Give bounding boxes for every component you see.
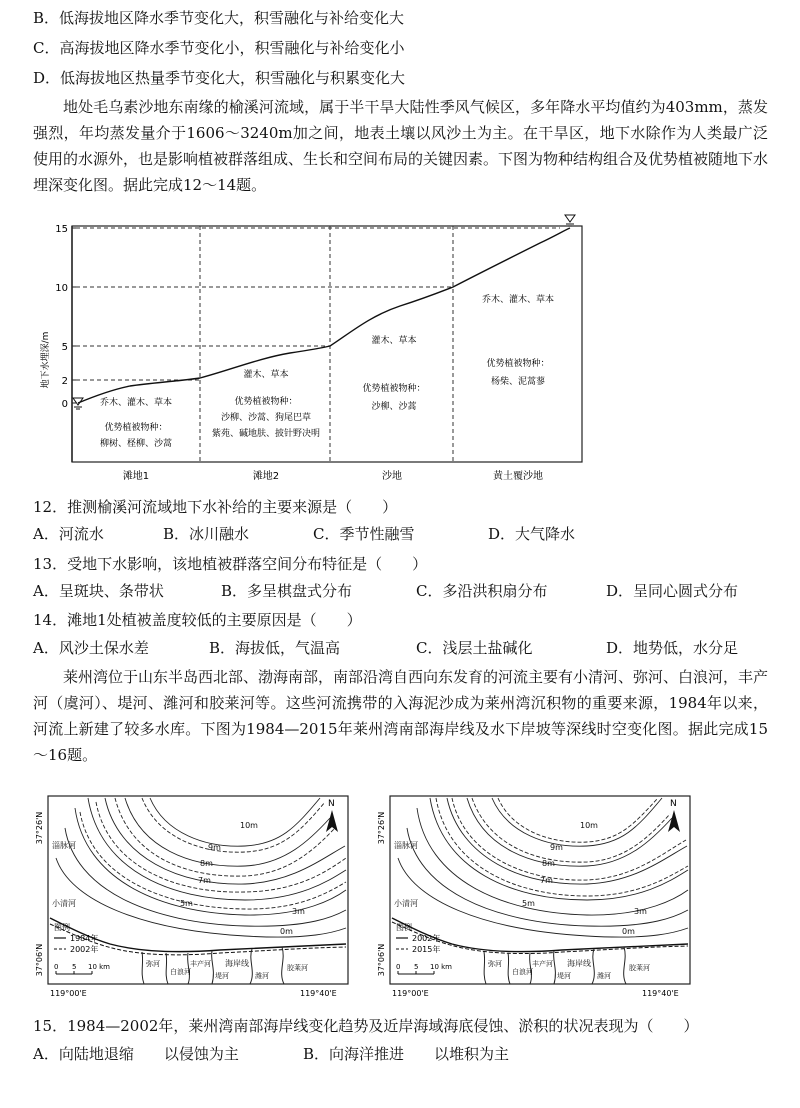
zone2-dom-species-2: 紫苑、碱地肤、披针野决明 [211, 429, 321, 439]
map1-depth-10m: 10m [240, 821, 258, 830]
map2-river-wei: 潍河 [597, 972, 611, 980]
laizhou-bay-map-1984-2002 [30, 788, 355, 1003]
y-tick-15: 15 [55, 224, 68, 235]
map2-river-mi: 弥河 [488, 960, 502, 968]
map2-legend-title: 图例 [396, 923, 412, 932]
map2-lat-top: 37°26'N [377, 811, 386, 845]
y-tick-10: 10 [55, 283, 68, 294]
y-tick-2: 2 [61, 376, 68, 387]
question-15-stem: 15．1984—2002年，莱州湾南部海岸线变化趋势及近岸海域海底侵蚀、淤积的状况表现为（ ） [33, 1017, 699, 1035]
zone1-dom-title: 优势植被物种： [104, 423, 168, 433]
y-tick-0: 0 [61, 399, 68, 410]
zone3-dom-species: 沙柳、沙蒿 [371, 402, 417, 412]
q12-option-c: C．季节性融雪 [313, 525, 415, 543]
map2-north-label: N [670, 799, 677, 809]
question-13-stem: 13．受地下水影响，该地植被群落空间分布特征是（ ） [33, 555, 428, 573]
zone1-label: 滩地1 [122, 471, 150, 482]
question-15-options [33, 1043, 773, 1065]
passage-laizhou-bay: 莱州湾位于山东半岛西北部、渤海南部，南部沿湾自西向东发育的河流主要有小清河、弥河、白浪河，丰产河（虞河）、堤河、潍河和胶莱河等。这些河流携带的入海泥沙成为莱州湾沉积物的重要来源，1984年以来，河流上新建了较多水库。下图为1984—2015年莱州湾南部海岸线及水下岸坡等深线时空变化图。据此完成15～16题。 [33, 668, 769, 764]
map2-depth-8m: 8m [542, 859, 555, 868]
zone3-label: 沙地 [382, 471, 402, 482]
map1-scale-10: 10 km [88, 963, 111, 971]
map1-river-wei: 潍河 [255, 972, 269, 980]
map2-legend-2002: 2002年 [412, 934, 441, 943]
q12-option-d: D．大气降水 [488, 525, 576, 543]
map2-depth-7m: 7m [540, 876, 553, 885]
map2-depth-9m: 9m [550, 843, 563, 852]
zone3-dom-title: 优势植被物种： [362, 384, 426, 394]
map1-depth-7m: 7m [198, 876, 211, 885]
map2-place-xiaoqing: 小清河 [394, 899, 418, 908]
map1-north-label: N [328, 799, 335, 809]
map2-river-jiaolai: 胶莱河 [629, 964, 650, 972]
map1-lat-bottom: 37°06'N [35, 943, 44, 977]
q13-option-b: B．多呈棋盘式分布 [221, 582, 353, 600]
map2-legend-2015: 2015年 [412, 945, 441, 954]
map1-lat-top: 37°26'N [35, 811, 44, 845]
q14-option-d: D．地势低，水分足 [606, 639, 739, 657]
option-11-b: B．低海拔地区降水季节变化大，积雪融化与补给变化大 [33, 9, 405, 27]
map2-coast-label: 海岸线 [567, 959, 591, 968]
water-table-icon-right [565, 215, 575, 226]
question-14-options [33, 637, 773, 659]
q15-option-b: B．向海洋推进 以堆积为主 [303, 1045, 510, 1063]
laizhou-bay-map-2002-2015 [372, 788, 697, 1003]
map2-depth-0m: 0m [622, 927, 635, 936]
groundwater-vegetation-chart [30, 208, 590, 482]
zone4-dom-title: 优势植被物种： [486, 359, 550, 369]
map2-river-bailang: 白浪河 [512, 968, 533, 976]
q14-option-a: A．风沙土保水差 [33, 639, 149, 657]
map1-coast-label: 海岸线 [225, 959, 249, 968]
q13-option-a: A．呈斑块、条带状 [33, 582, 164, 600]
q15-option-a: A．向陆地退缩 以侵蚀为主 [33, 1045, 239, 1063]
question-13-options [33, 580, 773, 602]
map2-lat-bottom: 37°06'N [377, 943, 386, 977]
map2-depth-5m: 5m [522, 899, 535, 908]
map1-depth-8m: 8m [200, 859, 213, 868]
q14-option-b: B．海拔低，气温高 [209, 639, 341, 657]
zone4-dom-species: 杨柴、泥蒿蓼 [490, 377, 546, 387]
map1-scale-5: 5 [72, 963, 77, 971]
map2-river-fengchan: 丰产河 [532, 960, 553, 968]
map1-place-xiaoqing: 小清河 [52, 899, 76, 908]
y-tick-5: 5 [61, 342, 68, 353]
map1-place-zimai: 淄脉河 [52, 841, 76, 850]
map2-scale-5: 5 [414, 963, 419, 971]
map2-depth-10m: 10m [580, 821, 598, 830]
zone3-structure: 灌木、草本 [371, 336, 417, 346]
map1-legend-title: 图例 [54, 923, 70, 932]
zone1-dom-species: 柳树、柽柳、沙蒿 [99, 439, 173, 449]
q12-option-b: B．冰川融水 [163, 525, 250, 543]
map2-scale-0: 0 [396, 963, 401, 971]
zone4-structure: 乔木、灌木、草本 [481, 295, 555, 305]
zone2-dom-species-1: 沙柳、沙蒿、狗尾巴草 [220, 413, 312, 423]
y-axis-label: 地下水埋深/m [41, 331, 51, 389]
map1-legend-1984: 1984年 [70, 934, 99, 943]
question-12-options [33, 523, 773, 545]
q12-option-a: A．河流水 [33, 525, 104, 543]
map1-river-mi: 弥河 [146, 960, 160, 968]
zone2-dom-title: 优势植被物种： [234, 397, 298, 407]
map1-river-fengchan: 丰产河 [190, 960, 211, 968]
map2-lon-left: 119°00'E [392, 989, 429, 998]
q13-option-d: D．呈同心圆式分布 [606, 582, 739, 600]
zone4-label: 黄土覆沙地 [493, 471, 543, 482]
q13-option-c: C．多沿洪积扇分布 [416, 582, 548, 600]
map2-depth-3m: 3m [634, 907, 647, 916]
map1-lon-right: 119°40'E [300, 989, 337, 998]
zone1-structure: 乔木、灌木、草本 [99, 398, 173, 408]
map2-scale-10: 10 km [430, 963, 453, 971]
q14-option-c: C．浅层土盐碱化 [416, 639, 533, 657]
map1-river-jiaolai: 胶莱河 [287, 964, 308, 972]
map2-place-zimai: 淄脉河 [394, 841, 418, 850]
map1-lon-left: 119°00'E [50, 989, 87, 998]
map1-river-di: 堤河 [215, 972, 229, 980]
map1-depth-0m: 0m [280, 927, 293, 936]
zone2-structure: 灌木、草本 [243, 370, 289, 380]
map1-depth-3m: 3m [292, 907, 305, 916]
map1-scale-0: 0 [54, 963, 59, 971]
map2-river-di: 堤河 [557, 972, 571, 980]
map1-depth-5m: 5m [180, 899, 193, 908]
map2-lon-right: 119°40'E [642, 989, 679, 998]
passage-yuxi-river: 地处毛乌素沙地东南缘的榆溪河流域，属于半干旱大陆性季风气候区，多年降水平均值约为403mm，蒸发强烈，年均蒸发量介于1606～3240m加之间，地表土壤以风沙土为主。在干旱区，地下水除作为人类最广泛使用的水源外，也是影响植被群落组成、生长和空间布局的关键因素。下图为物种结构组合及优势植被随地下水埋深变化图。据此完成12～14题。 [33, 98, 769, 194]
map1-depth-9m: 9m [208, 843, 221, 852]
question-14-stem: 14．滩地1处植被盖度较低的主要原因是（ ） [33, 611, 362, 629]
map1-legend-2002: 2002年 [70, 945, 99, 954]
zone2-label: 滩地2 [252, 471, 280, 482]
map1-river-bailang: 白浪河 [170, 968, 191, 976]
option-11-d: D．低海拔地区热量季节变化大，积雪融化与积累变化大 [33, 69, 406, 87]
option-11-c: C．高海拔地区降水季节变化小，积雪融化与补给变化小 [33, 39, 405, 57]
question-12-stem: 12．推测榆溪河流域地下水补给的主要来源是（ ） [33, 498, 398, 516]
